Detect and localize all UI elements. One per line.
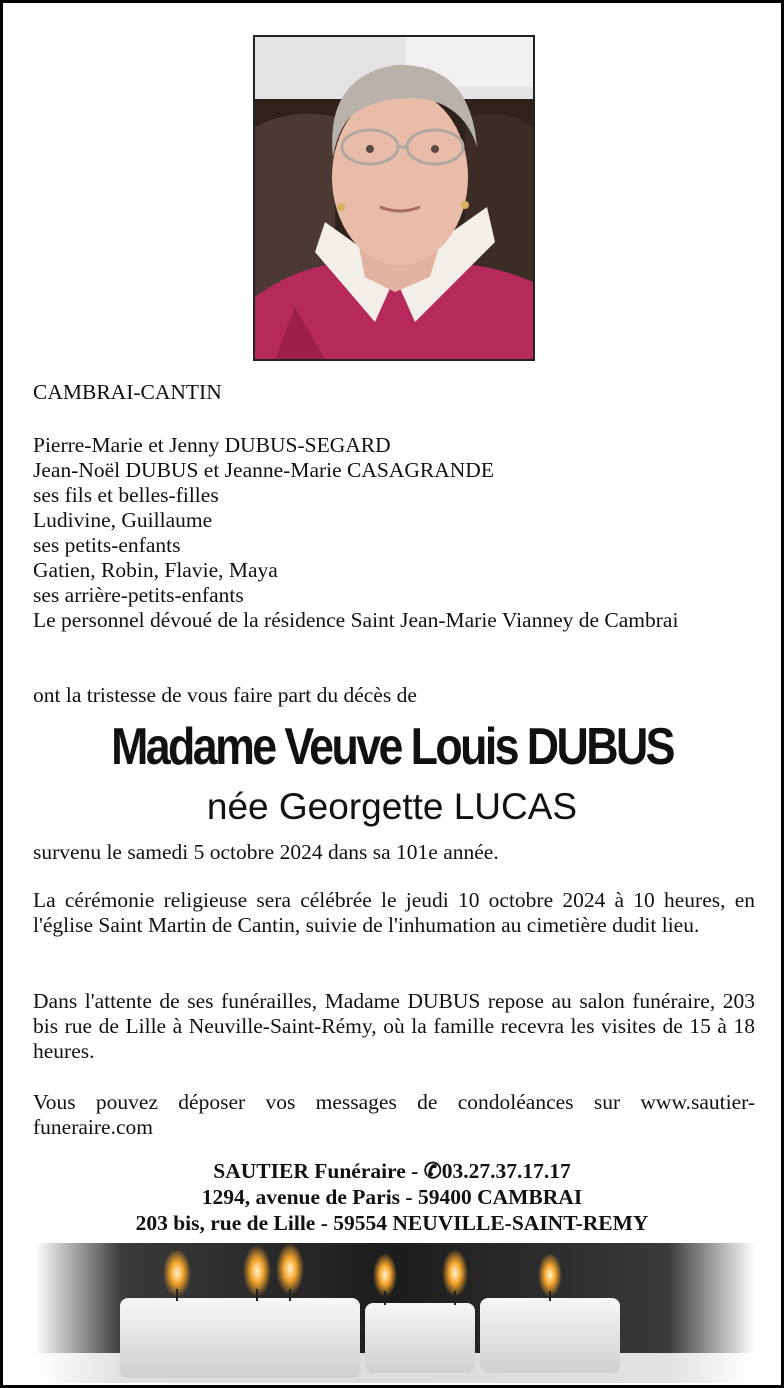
death-info: survenu le samedi 5 octobre 2024 dans sa 101e année. [33, 840, 499, 864]
portrait-photo [253, 35, 535, 361]
ceremony-paragraph: La cérémonie religieuse sera célébrée le jeudi 10 octobre 2024 à 10 heures, en l'église Saint Martin de Cantin, suivie de l'inhumation au cimetière dudit lieu. [33, 888, 755, 937]
family-line: Le personnel dévoué de la résidence Saint Jean-Marie Vianney de Cambrai [33, 608, 679, 632]
funeral-home-address-1: 1294, avenue de Paris - 59400 CAMBRAI [201, 1185, 583, 1209]
maiden-name: née Georgette LUCAS [206, 786, 578, 827]
phone-icon: ✆ [423, 1159, 442, 1183]
location-heading: CAMBRAI-CANTIN [33, 380, 222, 404]
funeral-home-info [3, 1158, 781, 1236]
funeral-home-address-2: 203 bis, rue de Lille - 59554 NEUVILLE-SAINT-REMY [135, 1211, 649, 1235]
family-line: Jean-Noël DUBUS et Jeanne-Marie CASAGRANDE [33, 458, 494, 482]
family-line: ses arrière-petits-enfants [33, 583, 244, 607]
funeral-home-name: SAUTIER Funéraire - [213, 1159, 424, 1183]
candles-image [35, 1243, 755, 1383]
family-line: ses fils et belles-filles [33, 483, 219, 507]
funeral-home-phone: 03.27.37.17.17 [441, 1159, 571, 1183]
family-line: Ludivine, Guillaume [33, 508, 213, 532]
deceased-name: Madame Veuve Louis DUBUS [111, 718, 673, 776]
family-list [33, 433, 755, 633]
family-line: Gatien, Robin, Flavie, Maya [33, 558, 278, 582]
repose-paragraph: Dans l'attente de ses funérailles, Madame DUBUS repose au salon funéraire, 203 bis rue de Lille à Neuville-Saint-Rémy, où la famille recevra les visites de 15 à 18 heures. [33, 989, 755, 1063]
candles-illustration [35, 1243, 755, 1383]
announcement-text: ont la tristesse de vous faire part du décès de [33, 683, 417, 707]
family-line: Pierre-Marie et Jenny DUBUS-SEGARD [33, 433, 391, 457]
condolences-paragraph: Vous pouvez déposer vos messages de condoléances sur www.sautier-funeraire.com [33, 1090, 755, 1139]
family-line: ses petits-enfants [33, 533, 181, 557]
funeral-home-name-line [3, 1158, 781, 1184]
portrait-illustration [255, 37, 533, 359]
